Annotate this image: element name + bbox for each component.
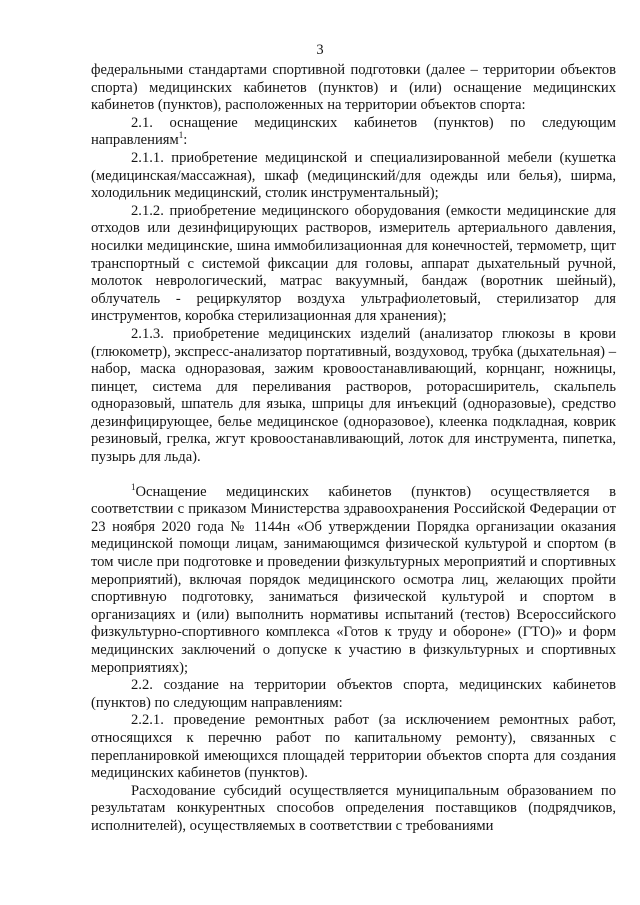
paragraph-2-1-1 <box>91 150 616 203</box>
paragraph-text: 2.1.2. приобретение медицинского оборудования (емкости медицинские для отходов или дезинфицирующих растворов, измеритель артериального давления, носилки медицинские, шина иммобилизационная для конечностей, термометр, щит транспортный с системой фиксации для головы, аппарат дыхательный ручной, молоток неврологический, матрас вакуумный, бандаж (воротник шейный), облучатель - рециркулятор воздуха ультрафиолетовый, стерилизатор для инструментов, коробка стерилизационная для хранения); <box>91 202 616 325</box>
paragraph-text: 2.2. создание на территории объектов спорта, медицинских кабинетов (пунктов) по следующим направлениям: <box>91 677 616 711</box>
paragraph-text: 2.2.1. проведение ремонтных работ (за исключением ремонтных работ, относящихся к перечню работ по капитальному ремонту), связанных с перепланировкой имеющихся площадей территории объектов спорта для создания медицинских кабинетов (пунктов). <box>91 712 616 782</box>
paragraph-2-1 <box>91 115 616 150</box>
paragraph-text: Расходование субсидий осуществляется муниципальным образованием по результатам конкурентных способов определения поставщиков (подрядчиков, исполнителей), осуществляемых в соответствии с требованиями <box>91 782 616 834</box>
paragraph-2-2-1 <box>91 712 616 782</box>
footnote-reference: 1 <box>178 130 184 141</box>
paragraph-2-1-3 <box>91 326 616 467</box>
paragraph-continuation <box>91 62 616 115</box>
footnote <box>91 481 616 678</box>
footnote-marker: 1 <box>131 481 136 492</box>
page-number: 3 <box>316 42 324 58</box>
paragraph-text: федеральными стандартами спортивной подготовки (далее – территории объектов спорта) медицинских кабинетов (пунктов) и (или) оснащение медицинских кабинетов (пунктов), расположенных на территории объектов спорта: <box>91 62 616 114</box>
paragraph-text: 2.1.1. приобретение медицинской и специализированной мебели (кушетка (медицинская/массажная), шкаф (медицинский/для одежды или белья), ширма, холодильник медицинский, столик инструментальный); <box>91 149 616 202</box>
paragraph-text: 2.1.3. приобретение медицинских изделий (анализатор глюкозы в крови (глюкометр), экспресс-анализатор портативный, воздуховод, трубка (дыхательная) – набор, маска одноразовая, зажим кровоостанавливающий, корнцанг, ножницы, пинцет, система для переливания растворов, роторасширитель, скальпель одноразовый, шпатель для языка, шприцы для инъекций (одноразовые), средство дезинфицирующее, белье медицинское (одноразовое), клеенка подкладная, коврик резиновый, грелка, жгут кровоостанавливающий, лоток для инструмента, пипетка, пузырь для льда). <box>91 325 616 466</box>
paragraph-2-1-2 <box>91 203 616 326</box>
paragraph-subsidies <box>91 783 616 836</box>
paragraph-punctuation: : <box>183 132 188 149</box>
paragraph-text: 2.1. оснащение медицинских кабинетов (пунктов) по следующим направлениям <box>91 114 616 149</box>
paragraph-2-2 <box>91 677 616 712</box>
footnote-text: Оснащение медицинских кабинетов (пунктов) осуществляется в соответствии с приказом Министерства здравоохранения Российской Федерации от 23 ноября 2020 года № 1144н «Об утверждении Порядка организации оказания медицинской помощи лицам, занимающимся физической культурой и спортом (в том числе при подготовке и проведении физкультурных мероприятий и спортивных мероприятий), включая порядок медицинского осмотра лиц, желающих пройти спортивную подготовку, заниматься физической культурой и спортом в организациях и (или) выполнить нормативы испытаний (тестов) Всероссийского физкультурно-спортивного комплекса «Готов к труду и обороне» (ГТО)» и форм медицинских заключений о допуске к участию в физкультурных и спортивных мероприятиях); <box>91 483 616 676</box>
document-body <box>91 62 616 836</box>
